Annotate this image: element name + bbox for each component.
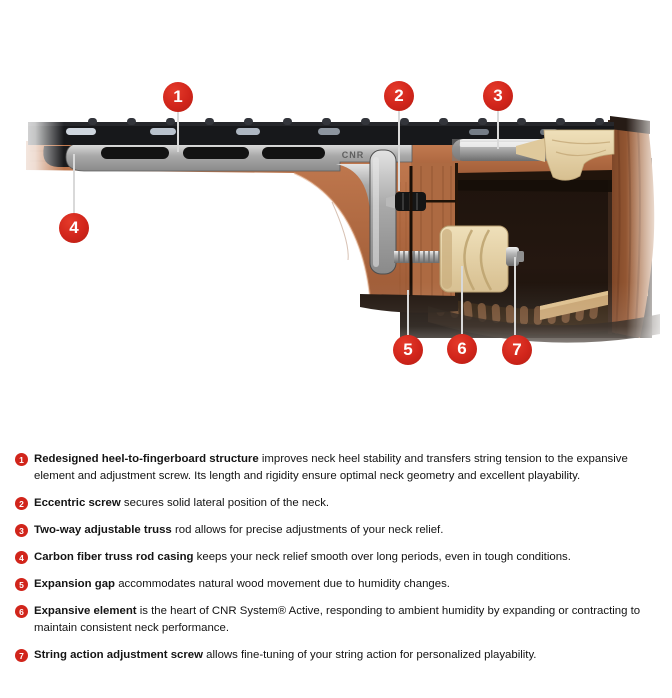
callout-number-5: 5 (403, 340, 413, 359)
leader-line-1 (177, 112, 179, 152)
legend-bullet-7: 7 (15, 649, 28, 662)
legend-text-2: Eccentric screw secures solid lateral position of the neck. (34, 497, 330, 509)
callout-badge-1 (163, 82, 193, 112)
legend (15, 451, 667, 674)
legend-item-3 (15, 522, 667, 539)
legend-bullet-5: 5 (15, 578, 28, 591)
leader-line-5 (407, 290, 409, 335)
legend-text-6: Expansive element is the heart of CNR System® Active, responding to ambient humidity by expanding or contracting to maintain consistent neck performance. (34, 605, 641, 634)
callout-number-6: 6 (457, 339, 467, 358)
legend-bullet-4: 4 (15, 551, 28, 564)
leader-line-4 (73, 154, 75, 213)
bottom-fade (0, 282, 672, 430)
threaded-rod (394, 251, 444, 263)
legend-text-1: Redesigned heel-to-fingerboard structure improves neck heel stability and transfers string tension to the expansive element and adjustment screw. Its length and rigidity ensure optimal neck geometry and excellent playability. (34, 453, 628, 482)
callout-number-2: 2 (394, 86, 404, 105)
callout-number-1: 1 (173, 87, 183, 106)
callout-badge-6 (447, 334, 477, 364)
expansion-gap (410, 166, 413, 296)
callout-badge-7 (502, 335, 532, 365)
callout-badge-3 (483, 81, 513, 111)
legend-bullet-1: 1 (15, 453, 28, 466)
legend-item-2 (15, 495, 667, 512)
callout-badge-5 (393, 335, 423, 365)
leader-line-2 (398, 111, 400, 191)
legend-bullet-2: 2 (15, 497, 28, 510)
leader-line-3 (497, 111, 499, 149)
legend-text-7: String action adjustment screw allows fine-tuning of your string action for personalized playability. (34, 649, 537, 661)
cnr-engraving: CNR (341, 150, 365, 160)
legend-item-1 (15, 451, 667, 485)
callout-badge-4 (59, 213, 89, 243)
callout-number-3: 3 (493, 86, 503, 105)
legend-item-6 (15, 603, 667, 637)
legend-text-4: Carbon fiber truss rod casing keeps your neck relief smooth over long periods, even in tough conditions. (34, 551, 571, 563)
callout-number-7: 7 (512, 340, 522, 359)
legend-item-5 (15, 576, 667, 593)
leader-line-7 (514, 257, 516, 335)
legend-bullet-6: 6 (15, 605, 28, 618)
legend-item-4 (15, 549, 667, 566)
legend-item-7 (15, 647, 667, 664)
legend-bullet-3: 3 (15, 524, 28, 537)
callout-badge-2 (384, 81, 414, 111)
callout-number-4: 4 (69, 218, 79, 237)
legend-text-3: Two-way adjustable truss rod allows for precise adjustments of your neck relief. (34, 524, 444, 536)
leader-line-6 (461, 266, 463, 334)
legend-text-5: Expansion gap accommodates natural wood movement due to humidity changes. (34, 578, 450, 590)
